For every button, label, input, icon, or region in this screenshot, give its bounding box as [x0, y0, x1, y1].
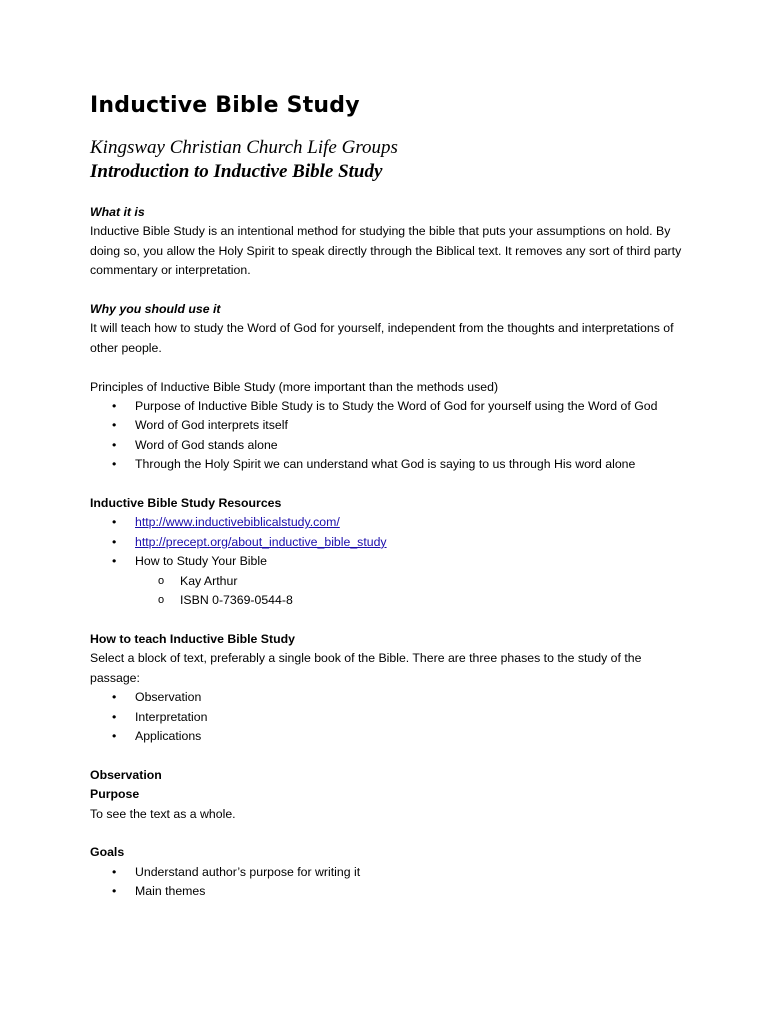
resources-list	[90, 513, 690, 571]
list-item: • Understand author’s purpose for writing it	[90, 863, 690, 882]
phases-list	[90, 688, 690, 746]
paragraph-how-to-teach: Select a block of text, preferably a single book of the Bible. There are three phases to the study of the passage:	[90, 651, 642, 685]
book-isbn: o ISBN 0-7369-0544-8	[90, 591, 690, 610]
section-heading-why-use: Why you should use it	[90, 302, 221, 317]
list-item: • Observation	[90, 688, 690, 707]
section-heading-resources: Inductive Bible Study Resources	[90, 496, 282, 511]
list-item	[90, 533, 690, 552]
section-heading-principles: Principles of Inductive Bible Study (more important than the methods used)	[90, 379, 499, 394]
document-page	[90, 0, 690, 1024]
paragraph-why-use: It will teach how to study the Word of God for yourself, independent from the thoughts and interpretations of other people.	[90, 321, 674, 355]
section-heading-goals: Goals	[90, 845, 125, 860]
goals-list	[90, 863, 690, 902]
list-item: • Through the Holy Spirit we can understand what God is saying to us through His word alone	[90, 455, 690, 474]
book-title: How to Study Your Bible	[135, 554, 267, 569]
paragraph-purpose: To see the text as a whole.	[90, 806, 236, 821]
list-item: • Interpretation	[90, 708, 690, 727]
book-author: o Kay Arthur	[90, 572, 690, 591]
resource-link-precept[interactable]: http://precept.org/about_inductive_bible_study	[135, 534, 387, 549]
paragraph-what-it-is: Inductive Bible Study is an intentional method for studying the bible that puts your assumptions on hold. By doing so, you allow the Holy Spirit to speak directly through the Biblical text. It removes any sort of third party commentary or interpretation.	[90, 224, 682, 278]
resource-link-inductivebiblicalstudy[interactable]: http://www.inductivebiblicalstudy.com/	[135, 515, 340, 530]
list-item: • Purpose of Inductive Bible Study is to Study the Word of God for yourself using the Word of God	[90, 397, 690, 416]
list-item	[90, 552, 690, 571]
list-item: • Word of God stands alone	[90, 436, 690, 455]
list-item: • Word of God interprets itself	[90, 416, 690, 435]
section-heading-what-it-is: What it is	[90, 205, 145, 219]
document-title: Inductive Bible Study	[90, 93, 360, 118]
document-subtitle-church: Kingsway Christian Church Life Groups	[90, 137, 398, 158]
section-heading-observation: Observation	[90, 767, 162, 782]
principles-list	[90, 397, 690, 475]
list-item	[90, 513, 690, 532]
document-body	[90, 203, 690, 902]
section-heading-how-to-teach: How to teach Inductive Bible Study	[90, 631, 295, 646]
section-heading-purpose: Purpose	[90, 787, 140, 802]
list-item: • Applications	[90, 727, 690, 746]
document-subtitle-intro: Introduction to Inductive Bible Study	[90, 161, 383, 182]
list-item: • Main themes	[90, 882, 690, 901]
book-details-list	[90, 572, 690, 611]
